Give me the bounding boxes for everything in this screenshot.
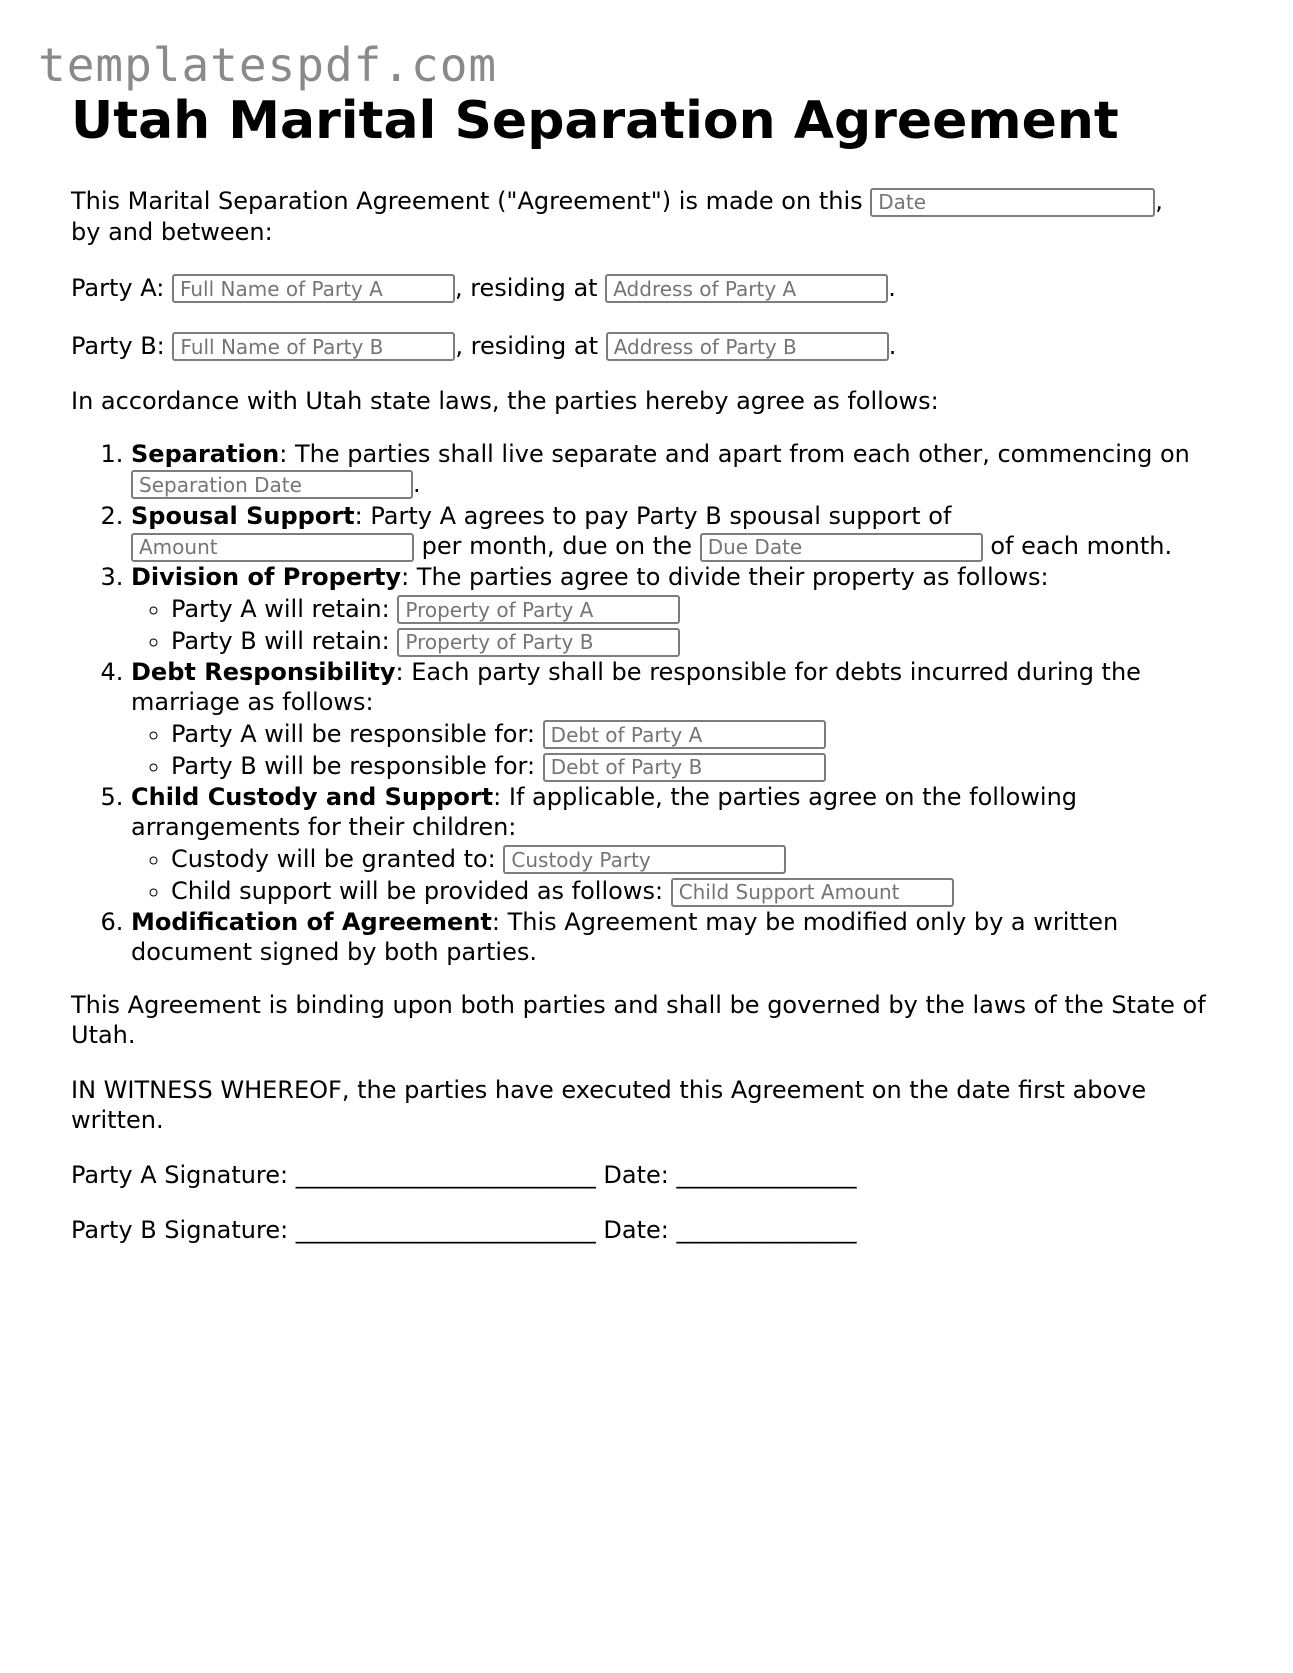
debt-party-a-label: Party A will be responsible for: [171, 719, 536, 748]
term-separation-heading: Separation [131, 439, 280, 468]
term-debt-responsibility [131, 657, 1221, 782]
party-a-residing-text: , residing at [454, 273, 598, 302]
child-support-item [171, 876, 1221, 907]
debt-party-b-item [171, 751, 1221, 782]
term-spousal-support [131, 501, 1221, 562]
property-party-b-field[interactable] [397, 628, 680, 657]
term-separation-period: . [413, 469, 421, 498]
debt-sublist [131, 719, 1221, 782]
party-b-line [71, 328, 1221, 364]
party-b-period: . [888, 331, 897, 360]
separation-date-field[interactable] [131, 470, 413, 499]
term-spousal-end-text: of each month. [990, 532, 1173, 560]
document [71, 85, 1221, 1245]
agreement-terms-list [71, 439, 1221, 967]
term-child-custody-support [131, 782, 1221, 907]
term-spousal-mid-text: per month, due on the [421, 532, 693, 560]
custody-sublist [131, 844, 1221, 907]
accordance-paragraph: In accordance with Utah state laws, the parties hereby agree as follows: [71, 386, 939, 415]
party-a-line [71, 270, 1221, 306]
intro-comma: , [1155, 187, 1163, 215]
term-modification-heading: Modification of Agreement [131, 907, 492, 936]
property-party-a-field[interactable] [397, 595, 680, 624]
child-support-label: Child support will be provided as follows: [171, 877, 664, 905]
agreement-date-field[interactable] [870, 188, 1155, 217]
term-property-text: : The parties agree to divide their property as follows: [401, 562, 1049, 591]
party-b-signature-line: Party B Signature: _________________________ Date: _______________ [71, 1215, 857, 1244]
custody-party-label: Custody will be granted to: [171, 844, 496, 873]
term-separation-text: : The parties shall live separate and apart from each other, commencing on [279, 439, 1190, 468]
binding-paragraph: This Agreement is binding upon both parties and shall be governed by the laws of the State of Utah. [71, 990, 1206, 1049]
party-a-name-field[interactable] [172, 274, 455, 303]
property-party-a-label: Party A will retain: [171, 594, 390, 623]
party-b-name-field[interactable] [172, 332, 455, 361]
term-modification [131, 907, 1221, 967]
party-a-label: Party A: [71, 273, 165, 302]
witness-paragraph: IN WITNESS WHEREOF, the parties have executed this Agreement on the date first above written. [71, 1075, 1147, 1134]
custody-party-field[interactable] [503, 845, 786, 874]
party-b-address-field[interactable] [606, 332, 889, 361]
property-party-b-label: Party B will retain: [171, 627, 390, 655]
child-support-amount-field[interactable] [671, 878, 954, 907]
debt-party-a-item [171, 719, 1221, 750]
custody-party-item [171, 844, 1221, 875]
term-separation [131, 439, 1221, 500]
property-party-a-item [171, 594, 1221, 625]
term-modification-text: : This Agreement may be modified only by a written document signed by both parties. [131, 907, 1119, 966]
watermark: templatespdf.com [38, 38, 498, 92]
term-debt-heading: Debt Responsibility [131, 657, 396, 686]
property-sublist [131, 594, 1221, 657]
term-property-heading: Division of Property [131, 562, 402, 591]
term-custody-heading: Child Custody and Support [131, 782, 494, 811]
term-spousal-text: : Party A agrees to pay Party B spousal support of [354, 502, 952, 530]
spousal-amount-field[interactable] [131, 533, 414, 562]
term-custody-text: : If applicable, the parties agree on the following arrangements for their children: [131, 782, 1078, 841]
debt-party-b-label: Party B will be responsible for: [171, 752, 536, 780]
term-division-of-property [131, 562, 1221, 657]
spousal-due-date-field[interactable] [700, 533, 983, 562]
debt-party-b-field[interactable] [543, 753, 826, 782]
term-debt-text: : Each party shall be responsible for debts incurred during the marriage as follows: [131, 657, 1141, 716]
intro-paragraph [71, 186, 1221, 247]
intro-text: This Marital Separation Agreement ("Agreement") is made on this [71, 187, 863, 215]
property-party-b-item [171, 626, 1221, 657]
party-a-address-field[interactable] [605, 274, 888, 303]
party-a-period: . [888, 273, 896, 302]
party-b-residing-text: , residing at [455, 331, 599, 360]
party-b-label: Party B: [71, 331, 165, 360]
term-spousal-heading: Spousal Support [131, 502, 355, 530]
party-a-signature-line: Party A Signature: _________________________ Date: _______________ [71, 1160, 857, 1189]
intro-text-line2: by and between: [71, 217, 273, 246]
page-title: Utah Marital Separation Agreement [71, 91, 1119, 151]
debt-party-a-field[interactable] [543, 720, 826, 749]
